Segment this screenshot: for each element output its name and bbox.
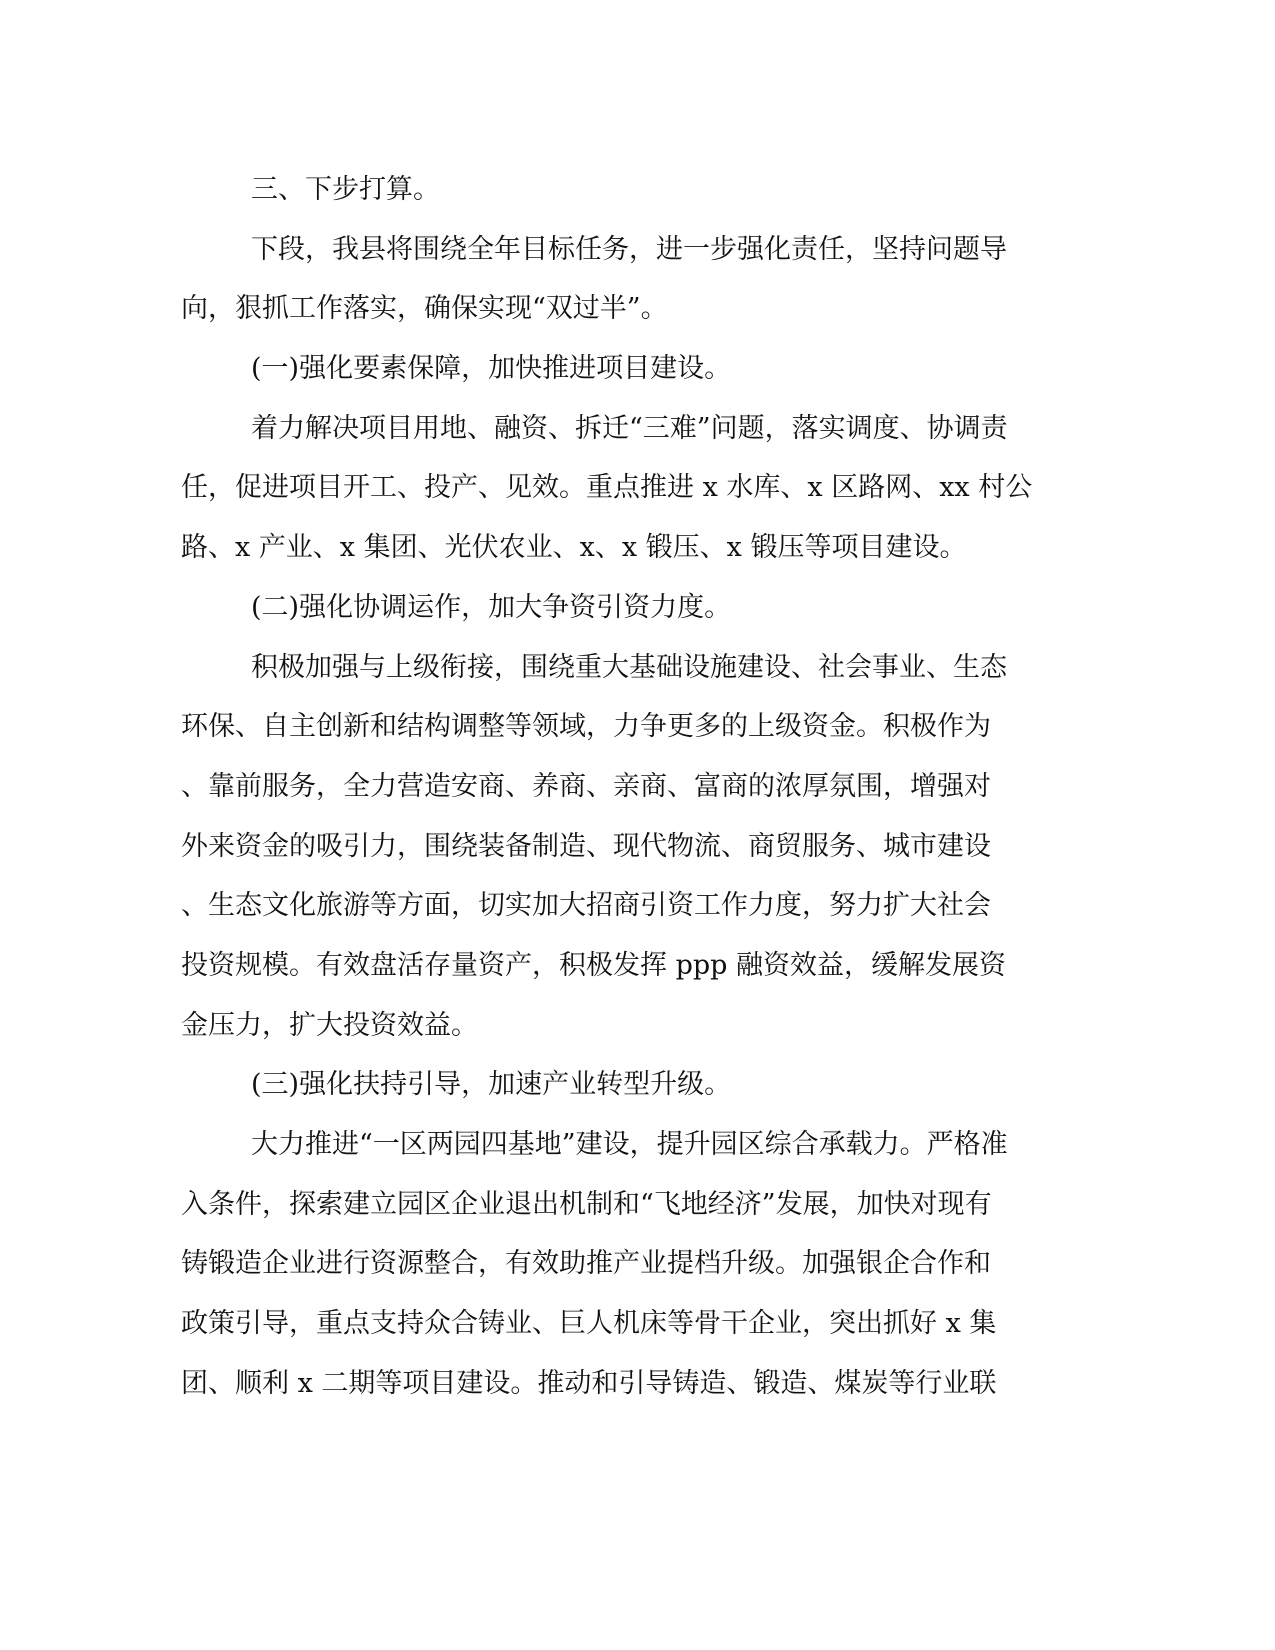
text-line: (三)强化扶持引导，加速产业转型升级。 bbox=[251, 1069, 732, 1101]
text-line: 金压力，扩大投资效益。 bbox=[181, 1009, 478, 1041]
text-line: 、靠前服务，全力营造安商、养商、亲商、富商的浓厚氛围，增强对 bbox=[181, 770, 991, 802]
text-line: 、生态文化旅游等方面，切实加大招商引资工作力度，努力扩大社会 bbox=[181, 890, 991, 922]
document-body bbox=[181, 160, 1061, 1413]
text-line: 投资规模。有效盘活存量资产，积极发挥 ppp 融资效益，缓解发展资 bbox=[181, 949, 1007, 981]
text-line: 政策引导，重点支持众合铸业、巨人机床等骨干企业，突出抓好 x 集 bbox=[181, 1308, 997, 1340]
text-line: 入条件，探索建立园区企业退出机制和“飞地经济”发展，加快对现有 bbox=[181, 1188, 992, 1220]
text-line: 下段，我县将围绕全年目标任务，进一步强化责任，坚持问题导 bbox=[251, 233, 1007, 265]
text-line: 铸锻造企业进行资源整合，有效助推产业提档升级。加强银企合作和 bbox=[181, 1248, 991, 1280]
text-line: 团、顺利 x 二期等项目建设。推动和引导铸造、锻造、煤炭等行业联 bbox=[181, 1367, 997, 1399]
text-line: 着力解决项目用地、融资、拆迁“三难”问题，落实调度、协调责 bbox=[251, 412, 1008, 444]
text-line: (二)强化协调运作，加大争资引资力度。 bbox=[251, 591, 732, 623]
text-line: (一)强化要素保障，加快推进项目建设。 bbox=[251, 353, 732, 385]
text-line: 环保、自主创新和结构调整等领域，力争更多的上级资金。积极作为 bbox=[181, 711, 991, 743]
text-line: 积极加强与上级衔接，围绕重大基础设施建设、社会事业、生态 bbox=[251, 651, 1007, 683]
text-line: 向，狠抓工作落实，确保实现“双过半”。 bbox=[181, 293, 668, 325]
text-line: 外来资金的吸引力，围绕装备制造、现代物流、商贸服务、城市建设 bbox=[181, 830, 991, 862]
text-line: 任，促进项目开工、投产、见效。重点推进 x 水库、x 区路网、xx 村公 bbox=[181, 472, 1033, 504]
text-line: 大力推进“一区两园四基地”建设，提升园区综合承载力。严格准 bbox=[251, 1129, 1008, 1160]
text-line: 路、x 产业、x 集团、光伏农业、x、x 锻压、x 锻压等项目建设。 bbox=[181, 532, 967, 564]
text-line: 三、下步打算。 bbox=[251, 174, 440, 205]
